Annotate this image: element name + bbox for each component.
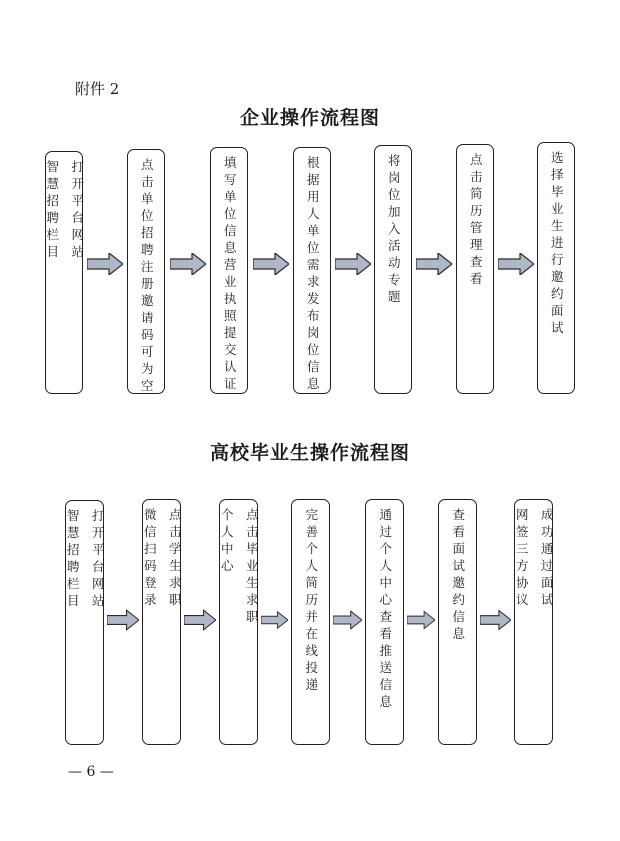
flow2-step-1-box — [65, 500, 104, 745]
flow2-step-5-box — [365, 499, 404, 745]
flow2-step-3-box — [219, 499, 258, 745]
right-arrow-icon — [261, 609, 288, 631]
attachment-label: 附件 2 — [75, 80, 120, 98]
page-number: — 6 — — [68, 764, 114, 780]
step-label: 完善个人简历并在线投递 — [303, 508, 319, 695]
step-label: 通过个人中心查看推送信息 — [377, 508, 393, 712]
step-label: 填写单位信息营业执照提交认证 — [222, 156, 238, 394]
step-label: 将岗位加入活动专题 — [386, 154, 402, 307]
flow2-step-4-box — [291, 499, 330, 745]
step-label: 成功通过面试 网签三方协议 — [514, 508, 555, 610]
flow2-step-6-box — [438, 499, 477, 745]
right-arrow-icon — [407, 609, 435, 631]
step-label: 根据用人单位需求发布岗位信息 — [305, 156, 321, 394]
step-label: 查看面试邀约信息 — [450, 508, 466, 644]
right-arrow-icon — [333, 609, 362, 631]
step-label: 点击单位招聘注册邀请码可为空 — [139, 158, 155, 396]
right-arrow-icon — [107, 609, 139, 631]
right-arrow-icon — [480, 609, 511, 631]
right-arrow-icon — [184, 609, 216, 631]
step-label: 点击简历管理查看 — [468, 153, 484, 289]
step-label: 点击毕业生求职 个人中心 — [219, 508, 260, 627]
step-label: 点击学生求职 微信扫码登录 — [142, 508, 183, 610]
step-label: 选择毕业生进行邀约面试 — [549, 151, 565, 338]
graduate-flow-title: 高校毕业生操作流程图 — [209, 442, 410, 464]
enterprise-flow-title: 企业操作流程图 — [239, 107, 380, 129]
flow2-step-2-box — [142, 499, 181, 745]
flow2-step-7-box — [514, 499, 553, 745]
step-label: 打开平台网站 智慧招聘栏目 — [65, 509, 106, 611]
step-label: 打开平台网站 智慧招聘栏目 — [44, 160, 85, 262]
